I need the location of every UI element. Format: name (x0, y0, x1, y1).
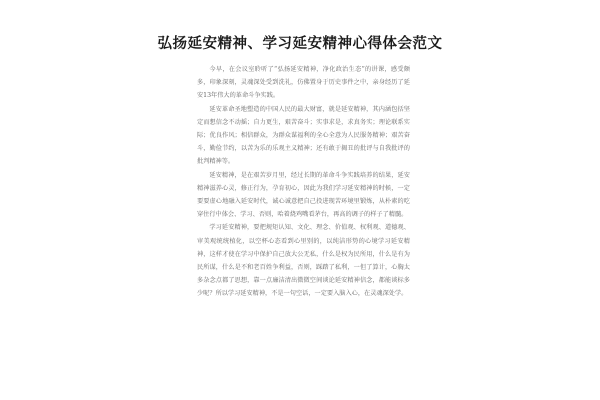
paragraph: 延安精神，是在艰苦岁月里，经过长期的革命斗争实践培养的结果，延安精神滋养心灵，修正行为，孕育初心，因此为我们学习延安精神的时候，一定要要虚心地融入延安时代，诚心诚意把自己投进现苦环境里锻炼，从朴素的吃穿住行中体会、学习、否则，哈着烧鸡嘴看茅台，再高的调子的样子了精髓。 (197, 171, 410, 219)
paragraph: 延安革命圣地塑造的中国人民的最大财富，就是延安精神，其内涵包括坚定而想信念不动摇；自力更生，艰苦奋斗；实事求是，求真务实；理论联系实际；优良作风；相信群众，为群众谋福利的全心全意为人民服务精神；艰苦奋斗，勤俭节约，以苦为乐的乐观主义精神；还有敢于揭丑的批评与自我批评的批判精神等。 (197, 105, 410, 166)
paragraph: 今早，在会议室聆听了“弘扬延安精神，净化政治生态”的讲课，感受颇多，印象深刻，灵魂深处受到洗礼，仿佛置身于历史事件之中，亲身经历了延安13年伟大的革命斗争实践。 (197, 66, 410, 100)
paragraph: 学习延安精神，要把规矩认知、文化、理念、价值观、权利观、道德观、审美观统统植化，以空杯心态看到心里别的，以纯洁形势的心境学习延安精神，这样才使在学习中保护自己放大公无私，什么是权为民所用，什么是有为民所谋，什么是不和老百姓争利益，否则，踩踏了私利，一但了算计，心胸太多杂念点都了思想，靠一点廉洁清出微微空间谈论延安精神信念，都能谈标多少呢？所以学习延安精神，不是一句空话，一定要入脑入心，在灵魂深处学。 (197, 224, 410, 298)
document-title: 弘扬延安精神、学习延安精神心得体会范文 (157, 35, 443, 52)
document-body (197, 63, 410, 301)
